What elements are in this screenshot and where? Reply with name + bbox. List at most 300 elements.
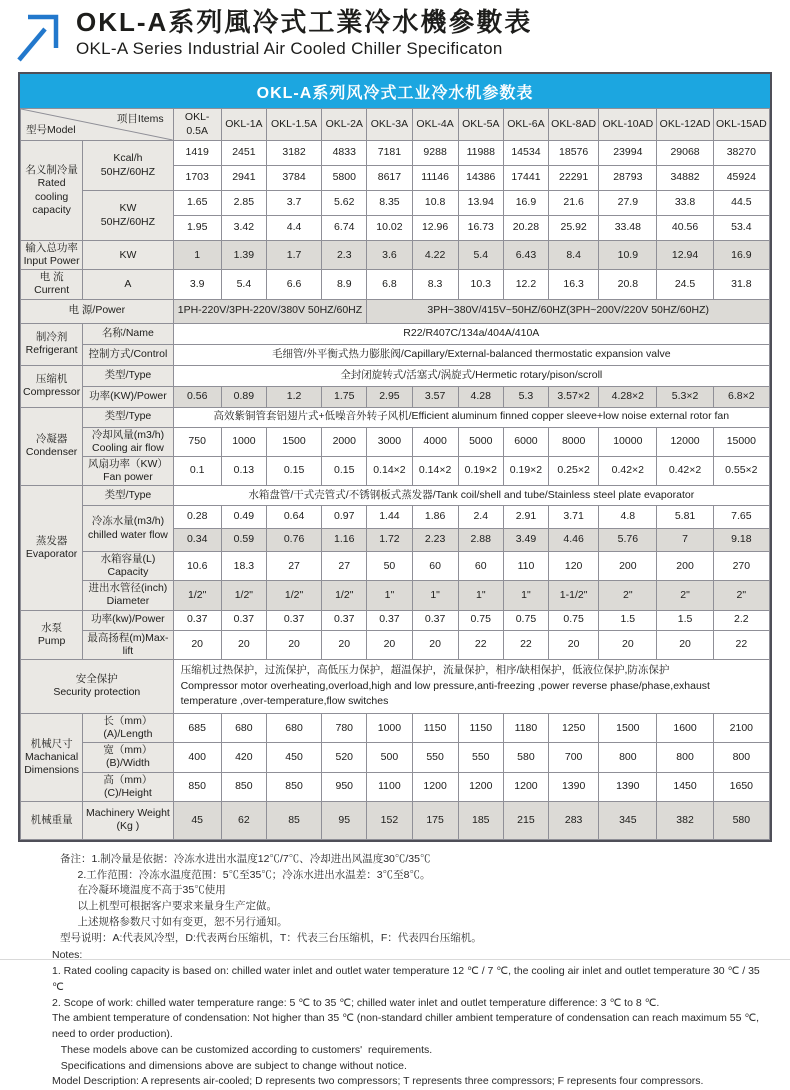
note-line: 备注：1.制冷量是依据：冷冻水进出水温度12℃/7℃、冷却进出风温度30℃/35℃ bbox=[60, 852, 431, 865]
data-cell: 12000 bbox=[657, 427, 713, 456]
data-cell: 40.56 bbox=[657, 216, 713, 241]
table-title: OKL-A系列风冷式工业冷水机参数表 bbox=[20, 74, 770, 108]
data-cell: 1500 bbox=[266, 427, 321, 456]
data-cell: 8617 bbox=[367, 166, 412, 191]
data-cell: 850 bbox=[221, 772, 266, 801]
data-cell: 31.8 bbox=[713, 270, 769, 299]
data-cell: 0.75 bbox=[503, 610, 548, 630]
data-cell: 4.46 bbox=[549, 529, 599, 552]
data-cell: 0.25×2 bbox=[549, 456, 599, 485]
data-cell: 5.62 bbox=[322, 191, 367, 216]
data-cell: 10.8 bbox=[412, 191, 458, 216]
data-cell: 0.15 bbox=[266, 456, 321, 485]
data-cell: 3784 bbox=[266, 166, 321, 191]
data-cell: 0.64 bbox=[266, 506, 321, 529]
data-cell: 2100 bbox=[713, 714, 769, 743]
data-cell: 12.96 bbox=[412, 216, 458, 241]
row-label-cell: 高（mm）(C)/Height bbox=[83, 772, 173, 801]
data-cell: 2000 bbox=[322, 427, 367, 456]
data-cell: 1250 bbox=[549, 714, 599, 743]
data-cell: 0.34 bbox=[173, 529, 221, 552]
model-header-cell: OKL-6A bbox=[503, 109, 548, 141]
data-cell: 450 bbox=[266, 743, 321, 772]
data-cell: 压缩机过热保护，过流保护，高低压力保护，超温保护，流量保护，相序/缺相保护，低液位保护,防冻保护 Compressor motor overheating,overload,high and low pressure,anti-freezing ,power reverse phase/phase,exhaust temperature ,over-temperature,flow switches bbox=[173, 659, 769, 713]
data-cell: 16.9 bbox=[503, 191, 548, 216]
data-cell: 0.14×2 bbox=[367, 456, 412, 485]
data-cell: 3.6 bbox=[367, 241, 412, 270]
data-cell: 382 bbox=[657, 801, 713, 839]
row-label-cell: Kcal/h 50HZ/60HZ bbox=[83, 141, 173, 191]
page-header bbox=[0, 0, 790, 66]
data-cell: 14534 bbox=[503, 141, 548, 166]
page-subtitle: OKL-A Series Industrial Air Cooled Chiller Specificaton bbox=[76, 38, 503, 58]
page-titles bbox=[76, 8, 532, 59]
row-label-cell: 功率(KW)/Power bbox=[83, 386, 173, 407]
table-row bbox=[21, 323, 770, 344]
data-cell: 33.8 bbox=[657, 191, 713, 216]
row-label-cell: 电 流 Current bbox=[21, 270, 83, 299]
data-cell: 1.5 bbox=[657, 610, 713, 630]
data-cell: 800 bbox=[713, 743, 769, 772]
data-cell: 1200 bbox=[503, 772, 548, 801]
data-cell: 1419 bbox=[173, 141, 221, 166]
table-row bbox=[21, 270, 770, 299]
model-header-cell: OKL-5A bbox=[458, 109, 503, 141]
row-label-cell: 类型/Type bbox=[83, 365, 173, 386]
data-cell: 62 bbox=[221, 801, 266, 839]
data-cell: 0.49 bbox=[221, 506, 266, 529]
data-cell: 15000 bbox=[713, 427, 769, 456]
data-cell: 0.55×2 bbox=[713, 456, 769, 485]
row-label-cell: 制冷剂 Refrigerant bbox=[21, 323, 83, 365]
data-cell: 185 bbox=[458, 801, 503, 839]
note-line: Notes: bbox=[52, 949, 83, 962]
data-cell: 16.73 bbox=[458, 216, 503, 241]
data-cell: 24.5 bbox=[657, 270, 713, 299]
data-cell: 270 bbox=[713, 552, 769, 581]
data-cell: 全封闭旋转式/活塞式/涡旋式/Hermetic rotary/pison/scroll bbox=[173, 365, 769, 386]
model-header-cell: OKL-8AD bbox=[549, 109, 599, 141]
row-label-cell: Machinery Weight (Kg ) bbox=[83, 801, 173, 839]
data-cell: 200 bbox=[599, 552, 657, 581]
data-cell: 120 bbox=[549, 552, 599, 581]
data-cell: 1" bbox=[503, 581, 548, 610]
table-row bbox=[21, 299, 770, 323]
model-header-cell: OKL-10AD bbox=[599, 109, 657, 141]
data-cell: 44.5 bbox=[713, 191, 769, 216]
data-cell: 18.3 bbox=[221, 552, 266, 581]
data-cell: 550 bbox=[412, 743, 458, 772]
data-cell: 3.57 bbox=[412, 386, 458, 407]
note-line: 型号说明：A:代表风冷型，D:代表两台压缩机，T：代表三台压缩机，F：代表四台压缩机。 bbox=[60, 931, 482, 944]
data-cell: 27.9 bbox=[599, 191, 657, 216]
data-cell: 1.39 bbox=[221, 241, 266, 270]
data-cell: 1500 bbox=[599, 714, 657, 743]
data-cell: 20 bbox=[367, 630, 412, 659]
data-cell: 1/2" bbox=[322, 581, 367, 610]
data-cell: 25.92 bbox=[549, 216, 599, 241]
data-cell: 215 bbox=[503, 801, 548, 839]
data-cell: 5000 bbox=[458, 427, 503, 456]
table-row bbox=[21, 630, 770, 659]
data-cell: 11988 bbox=[458, 141, 503, 166]
table-row bbox=[21, 486, 770, 506]
data-cell: 110 bbox=[503, 552, 548, 581]
data-cell: 0.76 bbox=[266, 529, 321, 552]
data-cell: 3182 bbox=[266, 141, 321, 166]
data-cell: 0.37 bbox=[221, 610, 266, 630]
data-cell: 750 bbox=[173, 427, 221, 456]
row-label-cell: A bbox=[83, 270, 173, 299]
row-label-cell: 最高扬程(m)Max-lift bbox=[83, 630, 173, 659]
model-header-cell: OKL-15AD bbox=[713, 109, 769, 141]
data-cell: 9288 bbox=[412, 141, 458, 166]
table-row bbox=[21, 386, 770, 407]
table-row bbox=[21, 714, 770, 743]
row-label-cell: 安全保护 Security protection bbox=[21, 659, 174, 713]
data-cell: 1180 bbox=[503, 714, 548, 743]
data-cell: 2.2 bbox=[713, 610, 769, 630]
table-row bbox=[21, 407, 770, 427]
data-cell: 550 bbox=[458, 743, 503, 772]
data-cell: 29068 bbox=[657, 141, 713, 166]
data-cell: 34882 bbox=[657, 166, 713, 191]
data-cell: 1" bbox=[367, 581, 412, 610]
data-cell: 0.42×2 bbox=[599, 456, 657, 485]
data-cell: 2.3 bbox=[322, 241, 367, 270]
data-cell: 20.28 bbox=[503, 216, 548, 241]
data-cell: 2941 bbox=[221, 166, 266, 191]
row-label-cell: 功率(kw)/Power bbox=[83, 610, 173, 630]
data-cell: 6.8 bbox=[367, 270, 412, 299]
data-cell: 2.91 bbox=[503, 506, 548, 529]
data-cell: 6.74 bbox=[322, 216, 367, 241]
data-cell: 0.59 bbox=[221, 529, 266, 552]
data-cell: 7 bbox=[657, 529, 713, 552]
data-cell: 12.2 bbox=[503, 270, 548, 299]
data-cell: 0.97 bbox=[322, 506, 367, 529]
data-cell: 0.37 bbox=[173, 610, 221, 630]
data-cell: 2.95 bbox=[367, 386, 412, 407]
data-cell: 高效紫铜管套铝翅片式+低噪音外转子风机/Efficient aluminum finned copper sleeve+low noise external rotor fan bbox=[173, 407, 769, 427]
bottom-divider bbox=[0, 959, 790, 960]
data-cell: 6.6 bbox=[266, 270, 321, 299]
data-cell: 2.23 bbox=[412, 529, 458, 552]
data-cell: 21.6 bbox=[549, 191, 599, 216]
data-cell: 毛细管/外平衡式热力膨胀阀/Capillary/External-balanced thermostatic expansion valve bbox=[173, 344, 769, 365]
note-line: 以上机型可根据客户要求来量身生产定做。 bbox=[60, 900, 278, 912]
data-cell: 3PH~380V/415V~50HZ/60HZ(3PH~200V/220V 50HZ/60HZ) bbox=[367, 299, 770, 323]
row-label-cell: 压缩机 Compressor bbox=[21, 365, 83, 407]
data-cell: 9.18 bbox=[713, 529, 769, 552]
data-cell: 1650 bbox=[713, 772, 769, 801]
table-row bbox=[21, 344, 770, 365]
footnotes bbox=[52, 852, 772, 1090]
row-label-cell: 冷凝器 Condenser bbox=[21, 407, 83, 486]
data-cell: 3000 bbox=[367, 427, 412, 456]
data-cell: 60 bbox=[458, 552, 503, 581]
data-cell: 5.4 bbox=[221, 270, 266, 299]
data-cell: 85 bbox=[266, 801, 321, 839]
data-cell: 13.94 bbox=[458, 191, 503, 216]
table-row bbox=[21, 552, 770, 581]
data-cell: 11146 bbox=[412, 166, 458, 191]
row-label-cell: KW bbox=[83, 241, 173, 270]
table-row bbox=[21, 801, 770, 839]
data-cell: 1703 bbox=[173, 166, 221, 191]
data-cell: 2" bbox=[713, 581, 769, 610]
note-line: These models above can be customized according to customers' requirements. bbox=[52, 1043, 433, 1056]
data-cell: 5.76 bbox=[599, 529, 657, 552]
data-cell: 1390 bbox=[599, 772, 657, 801]
data-cell: 1/2" bbox=[173, 581, 221, 610]
data-cell: 3.49 bbox=[503, 529, 548, 552]
data-cell: 1" bbox=[458, 581, 503, 610]
data-cell: 1.72 bbox=[367, 529, 412, 552]
row-label-cell: 类型/Type bbox=[83, 486, 173, 506]
data-cell: 3.42 bbox=[221, 216, 266, 241]
data-cell: 0.28 bbox=[173, 506, 221, 529]
data-cell: 1200 bbox=[458, 772, 503, 801]
data-cell: 10.9 bbox=[599, 241, 657, 270]
data-cell: 1150 bbox=[458, 714, 503, 743]
row-label-cell: 名称/Name bbox=[83, 323, 173, 344]
data-cell: 780 bbox=[322, 714, 367, 743]
model-header-cell: OKL-4A bbox=[412, 109, 458, 141]
data-cell: 水箱盘管/干式壳管式/不锈钢板式蒸发器/Tank coil/shell and tube/Stainless steel plate evaporator bbox=[173, 486, 769, 506]
data-cell: 1600 bbox=[657, 714, 713, 743]
data-cell: 8.35 bbox=[367, 191, 412, 216]
model-header-cell: OKL-3A bbox=[367, 109, 412, 141]
data-cell: 3.71 bbox=[549, 506, 599, 529]
data-cell: 22 bbox=[458, 630, 503, 659]
data-cell: 45924 bbox=[713, 166, 769, 191]
data-cell: 1" bbox=[412, 581, 458, 610]
data-cell: 18576 bbox=[549, 141, 599, 166]
page-title: OKL-A系列風冷式工業冷水機參數表 bbox=[76, 7, 533, 37]
row-label-cell: 机械重量 bbox=[21, 801, 83, 839]
table-row bbox=[21, 581, 770, 610]
data-cell: 22 bbox=[713, 630, 769, 659]
note-line: Specifications and dimensions above are subject to change without notice. bbox=[52, 1059, 407, 1072]
data-cell: 4.22 bbox=[412, 241, 458, 270]
data-cell: 1.65 bbox=[173, 191, 221, 216]
data-cell: 5.81 bbox=[657, 506, 713, 529]
data-cell: 10.6 bbox=[173, 552, 221, 581]
table-row bbox=[21, 659, 770, 713]
corner-model-label: 型号Model bbox=[26, 123, 76, 136]
data-cell: 4.28×2 bbox=[599, 386, 657, 407]
data-cell: 283 bbox=[549, 801, 599, 839]
data-cell: 53.4 bbox=[713, 216, 769, 241]
data-cell: 1.5 bbox=[599, 610, 657, 630]
data-cell: 175 bbox=[412, 801, 458, 839]
data-cell: 4.4 bbox=[266, 216, 321, 241]
data-cell: 680 bbox=[266, 714, 321, 743]
row-label-cell: 电 源/Power bbox=[21, 299, 174, 323]
table-row bbox=[21, 427, 770, 456]
data-cell: 400 bbox=[173, 743, 221, 772]
data-cell: 2" bbox=[599, 581, 657, 610]
data-cell: 0.89 bbox=[221, 386, 266, 407]
data-cell: 7.65 bbox=[713, 506, 769, 529]
data-cell: 0.13 bbox=[221, 456, 266, 485]
data-cell: 0.37 bbox=[266, 610, 321, 630]
table-row bbox=[21, 743, 770, 772]
data-cell: 580 bbox=[503, 743, 548, 772]
data-cell: 20 bbox=[412, 630, 458, 659]
data-cell: 10.3 bbox=[458, 270, 503, 299]
data-cell: 2" bbox=[657, 581, 713, 610]
data-cell: 0.75 bbox=[549, 610, 599, 630]
data-cell: 800 bbox=[657, 743, 713, 772]
data-cell: 1.95 bbox=[173, 216, 221, 241]
data-cell: 45 bbox=[173, 801, 221, 839]
data-cell: 3.7 bbox=[266, 191, 321, 216]
data-cell: 850 bbox=[173, 772, 221, 801]
data-cell: 1390 bbox=[549, 772, 599, 801]
data-cell: 5.3 bbox=[503, 386, 548, 407]
data-cell: 2.4 bbox=[458, 506, 503, 529]
data-cell: 20 bbox=[221, 630, 266, 659]
data-cell: 1000 bbox=[367, 714, 412, 743]
data-cell: 1000 bbox=[221, 427, 266, 456]
data-cell: 16.3 bbox=[549, 270, 599, 299]
table-row bbox=[21, 456, 770, 485]
row-label-cell: 机械尺寸 Machanical Dimensions bbox=[21, 714, 83, 802]
note-line: 上述规格参数尺寸如有变更，恕不另行通知。 bbox=[60, 915, 288, 928]
data-cell: 22 bbox=[503, 630, 548, 659]
table-row bbox=[21, 191, 770, 216]
table-row bbox=[21, 772, 770, 801]
data-cell: R22/R407C/134a/404A/410A bbox=[173, 323, 769, 344]
data-cell: 0.37 bbox=[412, 610, 458, 630]
data-cell: 10000 bbox=[599, 427, 657, 456]
data-cell: 0.1 bbox=[173, 456, 221, 485]
note-line: 2. Scope of work: chilled water temperature range: 5 ℃ to 35 ℃; chilled water inlet and outlet temperature difference: 3 ℃ to 8 ℃. bbox=[52, 996, 660, 1009]
note-line: 在冷凝环境温度不高于35℃使用 bbox=[60, 884, 226, 897]
data-cell: 4.8 bbox=[599, 506, 657, 529]
data-cell: 5.3×2 bbox=[657, 386, 713, 407]
data-cell: 1/2" bbox=[266, 581, 321, 610]
row-label-cell: 冷冻水量(m3/h) chilled water flow bbox=[83, 506, 173, 552]
data-cell: 20 bbox=[173, 630, 221, 659]
data-cell: 20 bbox=[549, 630, 599, 659]
data-cell: 0.37 bbox=[322, 610, 367, 630]
notes-english bbox=[52, 948, 772, 1090]
data-cell: 1.75 bbox=[322, 386, 367, 407]
data-cell: 2.85 bbox=[221, 191, 266, 216]
row-label-cell: 水箱容量(L) Capacity bbox=[83, 552, 173, 581]
arrow-up-right-icon bbox=[12, 10, 70, 66]
notes-chinese bbox=[60, 852, 772, 947]
corner-items-label: 项目Items bbox=[116, 113, 164, 125]
data-cell: 60 bbox=[412, 552, 458, 581]
data-cell: 23994 bbox=[599, 141, 657, 166]
data-cell: 4.28 bbox=[458, 386, 503, 407]
spec-table bbox=[20, 108, 770, 840]
data-cell: 27 bbox=[322, 552, 367, 581]
row-label-cell: 冷却风量(m3/h) Cooling air flow bbox=[83, 427, 173, 456]
row-label-cell: 长（mm）(A)/Length bbox=[83, 714, 173, 743]
data-cell: 1 bbox=[173, 241, 221, 270]
row-label-cell: 控制方式/Control bbox=[83, 344, 173, 365]
data-cell: 2.88 bbox=[458, 529, 503, 552]
data-cell: 20 bbox=[599, 630, 657, 659]
data-cell: 0.19×2 bbox=[458, 456, 503, 485]
row-label-cell: 水泵 Pump bbox=[21, 610, 83, 659]
data-cell: 20 bbox=[266, 630, 321, 659]
data-cell: 8000 bbox=[549, 427, 599, 456]
data-cell: 4833 bbox=[322, 141, 367, 166]
data-cell: 950 bbox=[322, 772, 367, 801]
data-cell: 1.86 bbox=[412, 506, 458, 529]
data-cell: 10.02 bbox=[367, 216, 412, 241]
data-cell: 22291 bbox=[549, 166, 599, 191]
data-cell: 6.8×2 bbox=[713, 386, 769, 407]
data-cell: 1.44 bbox=[367, 506, 412, 529]
data-cell: 1/2" bbox=[221, 581, 266, 610]
data-cell: 8.3 bbox=[412, 270, 458, 299]
row-label-cell: 类型/Type bbox=[83, 407, 173, 427]
data-cell: 12.94 bbox=[657, 241, 713, 270]
table-row bbox=[21, 610, 770, 630]
data-cell: 20 bbox=[322, 630, 367, 659]
note-line: 1. Rated cooling capacity is based on: chilled water inlet and outlet water temperature 12 ℃ / 7 ℃, the cooling air inlet and outlet temperature 30 ℃ / 35 ℃ bbox=[52, 965, 763, 993]
data-cell: 3.57×2 bbox=[549, 386, 599, 407]
data-cell: 14386 bbox=[458, 166, 503, 191]
data-cell: 38270 bbox=[713, 141, 769, 166]
row-label-cell: 风扇功率（KW） Fan power bbox=[83, 456, 173, 485]
data-cell: 8.9 bbox=[322, 270, 367, 299]
data-cell: 800 bbox=[599, 743, 657, 772]
table-row bbox=[21, 506, 770, 529]
data-cell: 850 bbox=[266, 772, 321, 801]
table-row bbox=[21, 241, 770, 270]
data-cell: 6.43 bbox=[503, 241, 548, 270]
data-cell: 4000 bbox=[412, 427, 458, 456]
data-cell: 3.9 bbox=[173, 270, 221, 299]
data-cell: 152 bbox=[367, 801, 412, 839]
data-cell: 1450 bbox=[657, 772, 713, 801]
data-cell: 16.9 bbox=[713, 241, 769, 270]
note-line: 2.工作范围：冷冻水温度范围：5℃至35℃；冷冻水进出水温差：3℃至8℃。 bbox=[60, 868, 431, 881]
data-cell: 520 bbox=[322, 743, 367, 772]
data-cell: 1PH-220V/3PH-220V/380V 50HZ/60HZ bbox=[173, 299, 367, 323]
model-header-cell: OKL-1.5A bbox=[266, 109, 321, 141]
row-label-cell: 进出水管径(inch) Diameter bbox=[83, 581, 173, 610]
data-cell: 0.37 bbox=[367, 610, 412, 630]
note-line: The ambient temperature of condensation: Not higher than 35 ℃ (non-standard chiller ambient temperature of condensation can reach maximum 55 ℃, need to order production). bbox=[52, 1012, 762, 1040]
data-cell: 1150 bbox=[412, 714, 458, 743]
table-row bbox=[21, 141, 770, 166]
data-cell: 1200 bbox=[412, 772, 458, 801]
data-cell: 27 bbox=[266, 552, 321, 581]
data-cell: 2451 bbox=[221, 141, 266, 166]
row-label-cell: 蒸发器 Evaporator bbox=[21, 486, 83, 611]
data-cell: 1.16 bbox=[322, 529, 367, 552]
data-cell: 28793 bbox=[599, 166, 657, 191]
data-cell: 5.4 bbox=[458, 241, 503, 270]
data-cell: 580 bbox=[713, 801, 769, 839]
spec-table-container bbox=[18, 72, 772, 842]
table-row bbox=[21, 365, 770, 386]
note-line: Model Description: A represents air-cooled; D represents two compressors; T represents three compressors; F represents four compressors. bbox=[52, 1075, 704, 1088]
data-cell: 95 bbox=[322, 801, 367, 839]
data-cell: 700 bbox=[549, 743, 599, 772]
data-cell: 7181 bbox=[367, 141, 412, 166]
row-label-cell: 名义制冷量 Rated cooling capacity bbox=[21, 141, 83, 241]
